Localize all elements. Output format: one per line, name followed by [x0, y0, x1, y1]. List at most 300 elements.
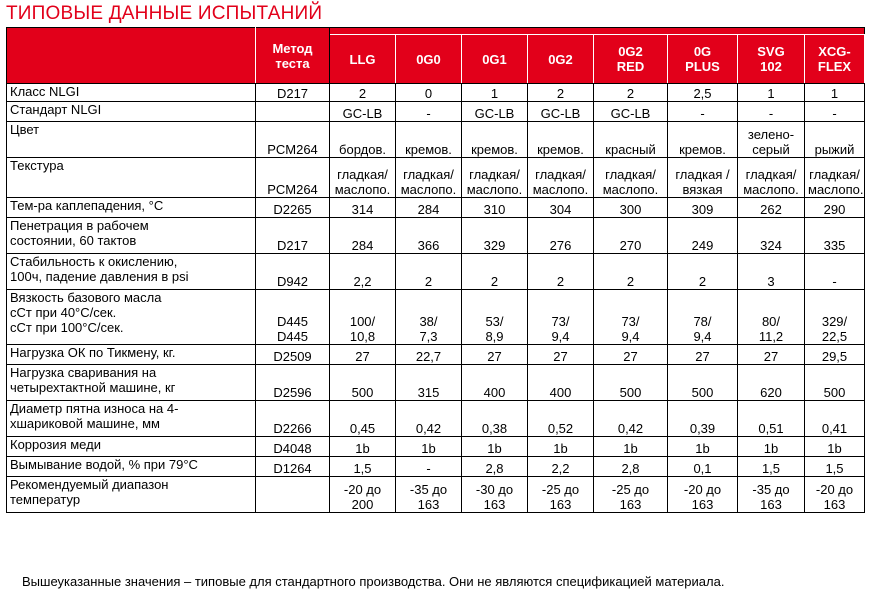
row-label [7, 365, 256, 401]
row-label [7, 218, 256, 254]
cell-line: 2 [626, 86, 635, 101]
cell-line: гладкая/ [337, 167, 388, 182]
row-value [805, 345, 865, 365]
row-value [330, 290, 396, 345]
cell-line: -25 до [611, 482, 650, 497]
row-label [7, 84, 256, 102]
row-value [594, 290, 668, 345]
cell-line: зелено- [747, 127, 795, 142]
cell-line: 400 [483, 385, 506, 400]
cell-line: LLG [349, 51, 376, 67]
row-value [594, 345, 668, 365]
cell-line: 2 [490, 274, 499, 289]
cell-line: 0 [424, 86, 433, 101]
cell-line: кремов. [405, 142, 452, 157]
row-label [7, 457, 256, 477]
row-value [594, 457, 668, 477]
cell-line: 1b [763, 441, 779, 456]
cell-line [259, 106, 326, 121]
cell-line: температур [10, 492, 81, 507]
cell-line: D445 [276, 314, 309, 329]
row-method [256, 198, 330, 218]
cell-line: 300 [619, 202, 642, 217]
cell-line: -25 до [541, 482, 580, 497]
header-corner-cell [7, 28, 256, 84]
table-row [7, 254, 865, 290]
cell-line: 2 [358, 86, 367, 101]
cell-line: Тем-ра каплепадения, °C [10, 198, 164, 213]
cell-line: Диаметр пятна износа на 4- [10, 401, 179, 416]
cell-line: 2,5 [693, 86, 712, 101]
row-value [805, 218, 865, 254]
row-value [805, 254, 865, 290]
cell-line: 270 [619, 238, 642, 253]
header-method-cell [256, 28, 330, 84]
row-value [668, 401, 738, 437]
cell-line: 9,4 [621, 329, 640, 344]
row-value [738, 218, 805, 254]
row-value [330, 254, 396, 290]
cell-line: Пенетрация в рабочем [10, 218, 149, 233]
row-label [7, 437, 256, 457]
cell-line: D2266 [273, 421, 312, 436]
cell-line: 335 [823, 238, 846, 253]
row-value [396, 102, 462, 122]
row-value [330, 477, 396, 513]
cell-line: 163 [691, 497, 714, 512]
row-value [668, 102, 738, 122]
cell-line: Стабильность к окислению, [10, 254, 178, 269]
row-value [528, 102, 594, 122]
table-row [7, 437, 865, 457]
row-value [396, 345, 462, 365]
cell-line: 310 [483, 202, 506, 217]
table-row [7, 102, 865, 122]
cell-line [10, 137, 252, 152]
cell-line: RED [616, 59, 645, 74]
product-header-2 [462, 35, 528, 84]
cell-line: 0G2 [618, 44, 643, 59]
cell-line: 290 [823, 202, 846, 217]
row-value [594, 401, 668, 437]
product-header-1 [396, 35, 462, 84]
row-value [462, 457, 528, 477]
row-value [528, 457, 594, 477]
cell-line: 0,38 [481, 421, 508, 436]
row-value [668, 290, 738, 345]
cell-line: 0,39 [689, 421, 716, 436]
row-value [528, 345, 594, 365]
cell-line [10, 173, 252, 188]
cell-line: 366 [417, 238, 440, 253]
cell-line: Коррозия меди [10, 437, 101, 452]
cell-line: - [426, 461, 431, 476]
row-value [594, 158, 668, 198]
cell-line: XCG- [818, 44, 851, 59]
cell-line: 27 [623, 349, 638, 364]
row-value [594, 254, 668, 290]
header-top-bar [330, 28, 865, 35]
cell-line: хшариковой машине, мм [10, 416, 160, 431]
row-value [330, 365, 396, 401]
cell-line: гладкая/ [469, 167, 520, 182]
cell-line: маслопо. [808, 182, 864, 197]
table-row [7, 122, 865, 158]
cell-line: кремов. [537, 142, 584, 157]
cell-line: маслопо. [532, 182, 589, 197]
row-value [668, 477, 738, 513]
cell-line: Метод [272, 40, 313, 56]
row-value [668, 457, 738, 477]
cell-line: кремов. [471, 142, 518, 157]
cell-line: 2 [556, 274, 565, 289]
cell-line: 276 [549, 238, 572, 253]
cell-line: 0,42 [415, 421, 442, 436]
cell-line: 1,5 [761, 461, 781, 476]
cell-line: 262 [760, 202, 782, 217]
row-method [256, 218, 330, 254]
cell-line: 1b [623, 441, 638, 456]
cell-line: 2,8 [621, 461, 640, 476]
cell-line: 80/ [761, 314, 781, 329]
cell-line: 0G [693, 44, 712, 59]
row-value [396, 457, 462, 477]
row-label [7, 401, 256, 437]
row-method [256, 122, 330, 158]
row-value [396, 198, 462, 218]
row-value [396, 158, 462, 198]
row-value [594, 84, 668, 102]
cell-line: 163 [760, 497, 782, 512]
test-data-table [6, 27, 865, 513]
product-header-5 [668, 35, 738, 84]
cell-line: 2,2 [353, 274, 372, 289]
row-value [462, 477, 528, 513]
product-header-6 [738, 35, 805, 84]
row-method [256, 345, 330, 365]
cell-line: маслопо. [400, 182, 457, 197]
cell-line: 10,8 [349, 329, 376, 344]
product-header-0 [330, 35, 396, 84]
row-value [396, 365, 462, 401]
cell-line: Класс NLGI [10, 84, 80, 99]
row-value [396, 477, 462, 513]
row-method [256, 102, 330, 122]
row-value [528, 477, 594, 513]
cell-line: четырехтактной машине, кг [10, 380, 176, 395]
cell-line: 2 [556, 86, 565, 101]
row-value [738, 158, 805, 198]
cell-line: 38/ [419, 314, 438, 329]
row-label [7, 345, 256, 365]
cell-line: 0,45 [349, 421, 376, 436]
row-value [330, 218, 396, 254]
cell-line: рыжий [814, 142, 855, 157]
cell-line: 1b [487, 441, 502, 456]
cell-line: 1b [695, 441, 710, 456]
row-method [256, 457, 330, 477]
cell-line: 1b [355, 441, 370, 456]
cell-line: -20 до [683, 482, 722, 497]
cell-line: маслопо. [334, 182, 391, 197]
cell-line: 0,41 [821, 421, 848, 436]
cell-line: - [832, 274, 837, 289]
row-method [256, 158, 330, 198]
row-label [7, 198, 256, 218]
cell-line: - [426, 106, 431, 121]
cell-line: GC-LB [610, 106, 651, 121]
cell-line: 0G1 [482, 51, 507, 67]
row-value [805, 102, 865, 122]
row-value [462, 345, 528, 365]
cell-line: теста [275, 55, 310, 71]
cell-line: гладкая/ [403, 167, 454, 182]
cell-line: D4048 [273, 441, 312, 456]
cell-line: 309 [691, 202, 714, 217]
cell-line: D2265 [273, 202, 312, 217]
cell-line: GC-LB [342, 106, 383, 121]
cell-line: красный [605, 142, 656, 157]
cell-line: D445 [276, 329, 309, 344]
row-value [805, 401, 865, 437]
cell-line: 100ч, падение давления в psi [10, 269, 189, 284]
cell-line: состоянии, 60 тактов [10, 233, 137, 248]
cell-line: гладкая/ [745, 167, 797, 182]
row-value [738, 457, 805, 477]
row-value [462, 158, 528, 198]
cell-line: PCM264 [267, 142, 318, 157]
cell-line: D217 [276, 86, 309, 101]
table-row [7, 477, 865, 513]
cell-line: 163 [417, 497, 440, 512]
cell-line: 1 [490, 86, 499, 101]
cell-line: 9,4 [551, 329, 570, 344]
row-value [805, 84, 865, 102]
product-header-7 [805, 35, 865, 84]
footnote: Вышеуказанные значения – типовые для стандартного производства. Они не являются спецификацией материала. [22, 574, 725, 589]
cell-line: 200 [351, 497, 374, 512]
cell-line: 0,52 [547, 421, 574, 436]
cell-line: 2 [424, 274, 433, 289]
row-value [738, 437, 805, 457]
cell-line: D942 [276, 274, 309, 289]
row-value [668, 254, 738, 290]
row-value [396, 254, 462, 290]
row-label [7, 290, 256, 345]
cell-line: 78/ [693, 314, 712, 329]
row-value [668, 365, 738, 401]
cell-line: 102 [760, 59, 782, 74]
cell-line: 100/ [349, 314, 376, 329]
cell-line: маслопо. [743, 182, 799, 197]
cell-line: 29,5 [821, 349, 848, 364]
table-body [7, 84, 865, 513]
row-value [594, 198, 668, 218]
cell-line: гладкая / [675, 167, 730, 182]
cell-line: Нагрузка сваривания на [10, 365, 157, 380]
row-value [396, 84, 462, 102]
cell-line: 3 [767, 274, 775, 289]
cell-line: 1b [421, 441, 436, 456]
cell-line: 0G0 [416, 51, 441, 67]
row-value [462, 290, 528, 345]
cell-line: Вязкость базового масла [10, 290, 162, 305]
cell-line: D2596 [273, 385, 312, 400]
row-value [805, 477, 865, 513]
row-method [256, 437, 330, 457]
row-value [396, 401, 462, 437]
cell-line: Цвет [10, 122, 40, 137]
row-label [7, 477, 256, 513]
row-value [396, 437, 462, 457]
row-value [528, 254, 594, 290]
cell-line: гладкая/ [535, 167, 586, 182]
cell-line: -20 до [343, 482, 382, 497]
cell-line: 27 [487, 349, 502, 364]
cell-line: -35 до [752, 482, 790, 497]
row-method [256, 401, 330, 437]
row-method [256, 84, 330, 102]
cell-line: сСт при 100°C/сек. [10, 320, 124, 335]
row-method [256, 290, 330, 345]
cell-line: - [700, 106, 705, 121]
cell-line: 1b [553, 441, 568, 456]
cell-line: 0G2 [548, 51, 573, 67]
cell-line: 2,8 [485, 461, 504, 476]
row-value [462, 218, 528, 254]
cell-line: 314 [351, 202, 374, 217]
cell-line: 73/ [621, 314, 640, 329]
cell-line: 620 [760, 385, 782, 400]
cell-line: 27 [355, 349, 370, 364]
row-value [668, 345, 738, 365]
cell-line: D217 [276, 238, 309, 253]
row-value [396, 218, 462, 254]
cell-line: Вымывание водой, % при 79°C [10, 457, 198, 472]
row-value [738, 477, 805, 513]
row-value [738, 84, 805, 102]
row-value [528, 437, 594, 457]
row-value [805, 158, 865, 198]
cell-line: 8,9 [485, 329, 504, 344]
row-label [7, 122, 256, 158]
table-row [7, 345, 865, 365]
cell-line: -30 до [475, 482, 514, 497]
cell-line: гладкая/ [605, 167, 656, 182]
row-value [330, 437, 396, 457]
cell-line: 329/ [821, 314, 848, 329]
cell-line: 163 [549, 497, 572, 512]
row-value [330, 122, 396, 158]
cell-line: Текстура [10, 158, 64, 173]
row-value [805, 290, 865, 345]
cell-line: Рекомендуемый диапазон [10, 477, 169, 492]
row-value [462, 102, 528, 122]
table-row [7, 84, 865, 102]
row-value [738, 290, 805, 345]
row-value [330, 457, 396, 477]
cell-line: 329 [483, 238, 506, 253]
cell-line: гладкая/ [809, 167, 860, 182]
cell-line: 304 [549, 202, 572, 217]
row-method [256, 254, 330, 290]
row-label [7, 254, 256, 290]
cell-line: 284 [351, 238, 374, 253]
cell-line: - [768, 106, 774, 121]
row-value [528, 218, 594, 254]
cell-line: 500 [351, 385, 374, 400]
row-method [256, 365, 330, 401]
cell-line: 27 [695, 349, 710, 364]
cell-line: маслопо. [602, 182, 659, 197]
cell-line: 7,3 [419, 329, 438, 344]
cell-line: 0,1 [693, 461, 712, 476]
cell-line: 249 [691, 238, 714, 253]
row-value [594, 102, 668, 122]
row-value [462, 254, 528, 290]
cell-line: 1,5 [353, 461, 372, 476]
row-value [668, 437, 738, 457]
cell-line: GC-LB [540, 106, 581, 121]
cell-line: 22,7 [415, 349, 442, 364]
table-row [7, 457, 865, 477]
cell-line: 27 [763, 349, 779, 364]
cell-line: -20 до [815, 482, 854, 497]
cell-line: 400 [549, 385, 572, 400]
row-value [594, 437, 668, 457]
cell-line: 9,4 [693, 329, 712, 344]
cell-line: 0,51 [758, 421, 784, 436]
row-method [256, 477, 330, 513]
table-row [7, 198, 865, 218]
row-value [805, 457, 865, 477]
row-value [462, 198, 528, 218]
cell-line: кремов. [679, 142, 726, 157]
row-value [738, 254, 805, 290]
row-label [7, 102, 256, 122]
cell-line: D1264 [273, 461, 312, 476]
row-value [528, 158, 594, 198]
row-value [805, 122, 865, 158]
row-value [396, 122, 462, 158]
cell-line: 2 [626, 274, 635, 289]
row-value [528, 401, 594, 437]
row-value [594, 365, 668, 401]
row-value [668, 122, 738, 158]
cell-line [259, 299, 326, 314]
row-value [330, 102, 396, 122]
cell-line: 11,2 [758, 329, 784, 344]
row-value [738, 365, 805, 401]
row-value [738, 122, 805, 158]
cell-line: серый [752, 142, 790, 157]
cell-line: 73/ [551, 314, 570, 329]
table-row [7, 158, 865, 198]
row-value [330, 84, 396, 102]
row-value [805, 198, 865, 218]
row-value [462, 122, 528, 158]
cell-line: PLUS [685, 59, 720, 74]
cell-line: FLEX [817, 59, 852, 74]
cell-line: 163 [823, 497, 846, 512]
row-value [528, 84, 594, 102]
row-label [7, 158, 256, 198]
cell-line: 2,2 [551, 461, 570, 476]
row-value [462, 437, 528, 457]
row-value [805, 437, 865, 457]
cell-line: 27 [553, 349, 568, 364]
cell-line: 500 [691, 385, 714, 400]
